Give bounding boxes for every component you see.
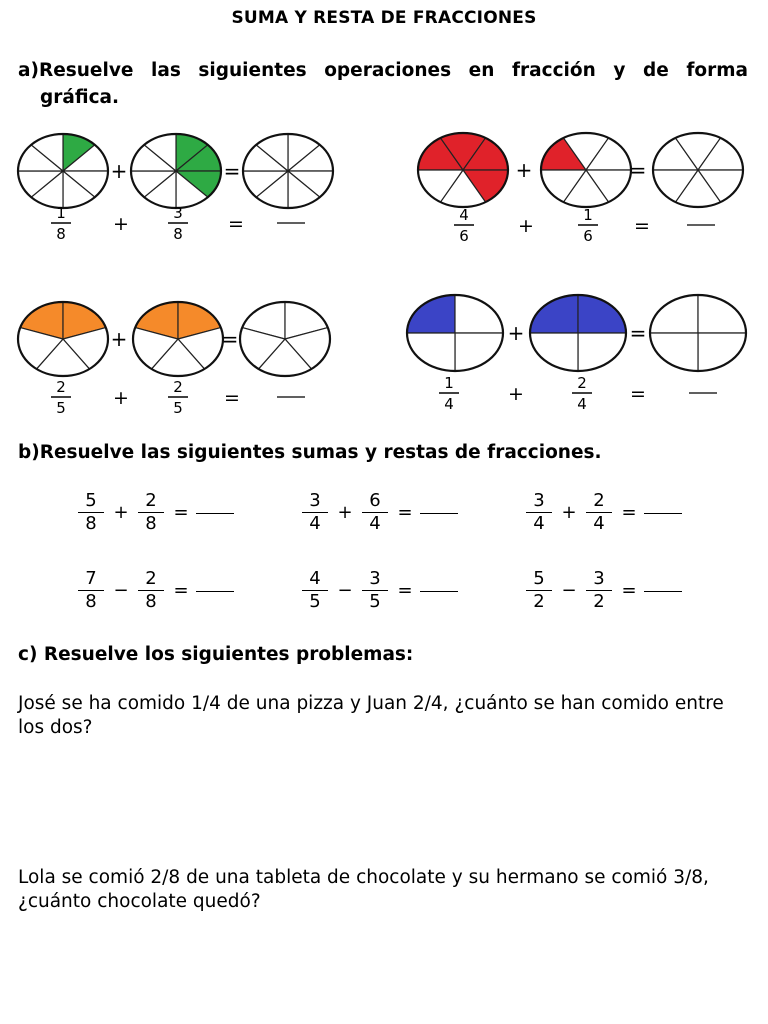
- problem-2-text: Lola se comió 2/8 de una tableta de chocolate y su hermano se comió 3/8, ¿cuánto chocolate quedó?: [18, 867, 709, 912]
- pie-first: [407, 295, 503, 371]
- answer-blank: [644, 513, 682, 514]
- section-b-label: b): [18, 442, 40, 463]
- section-a-heading: [18, 57, 748, 111]
- fraction-first-numerator: 1: [56, 204, 66, 222]
- plus-sign: +: [561, 502, 577, 523]
- equals-sign: =: [629, 321, 647, 345]
- operation-item: [72, 568, 234, 613]
- section-c-text: Resuelve los siguientes problemas:: [43, 644, 414, 665]
- fraction-second-numerator: 2: [173, 378, 183, 396]
- section-a-text: Resuelve las siguientes operaciones en fracción y de forma: [38, 60, 748, 81]
- plus-sign: +: [113, 502, 129, 523]
- operation-item: [520, 568, 682, 613]
- denominator: 5: [369, 591, 381, 612]
- operation-item: [520, 490, 682, 535]
- problem-1-text: José se ha comido 1/4 de una pizza y Juan 2/4, ¿cuánto se han comido entre los dos?: [18, 693, 724, 738]
- fraction-second-denominator: 5: [173, 399, 183, 417]
- numerator: 3: [309, 490, 321, 511]
- fraction-first: [296, 568, 334, 613]
- equals-sign: =: [397, 580, 413, 601]
- fraction-first: [520, 490, 558, 535]
- graphic-exercise-sixths: [418, 130, 748, 245]
- equals-sign: =: [224, 387, 240, 409]
- pie-result: [650, 295, 746, 371]
- fraction-second-denominator: 6: [583, 227, 593, 245]
- denominator: 4: [593, 513, 605, 534]
- answer-blank: [420, 513, 458, 514]
- plus-sign: +: [113, 213, 129, 235]
- plus-sign: +: [110, 159, 128, 183]
- numerator: 5: [85, 490, 97, 511]
- fraction-second-denominator: 4: [577, 395, 587, 413]
- section-b-text: Resuelve las siguientes sumas y restas de fracciones.: [39, 442, 602, 463]
- equals-sign: =: [629, 158, 647, 182]
- fraction-second-denominator: 8: [173, 225, 183, 243]
- numerator: 7: [85, 568, 97, 589]
- numerator: 3: [369, 568, 381, 589]
- pie-result: [240, 302, 330, 376]
- plus-sign: +: [508, 383, 524, 405]
- fraction-first-denominator: 8: [56, 225, 66, 243]
- fraction-first: [520, 568, 558, 613]
- fraction-first: [72, 568, 110, 613]
- fraction-first: [296, 490, 334, 535]
- denominator: 8: [85, 513, 97, 534]
- equals-sign: =: [630, 383, 646, 405]
- fraction-first-denominator: 4: [444, 395, 454, 413]
- fraction-first-denominator: 5: [56, 399, 66, 417]
- fraction-first-numerator: 1: [444, 374, 454, 392]
- numerator: 3: [593, 568, 605, 589]
- pie-first: [18, 302, 108, 376]
- graphic-exercise-eighths: [18, 134, 338, 244]
- numerator: 2: [593, 490, 605, 511]
- operation-item: [72, 490, 234, 535]
- section-c-label: c): [18, 644, 38, 665]
- equals-sign: =: [621, 580, 637, 601]
- equals-sign: =: [228, 213, 244, 235]
- pie-result: [243, 134, 333, 208]
- plus-sign: +: [518, 215, 534, 237]
- numerator: 6: [369, 490, 381, 511]
- equals-sign: =: [621, 502, 637, 523]
- equals-sign: =: [173, 580, 189, 601]
- fraction-second-numerator: 2: [577, 374, 587, 392]
- denominator: 8: [85, 591, 97, 612]
- fraction-second-numerator: 3: [173, 204, 183, 222]
- denominator: 4: [369, 513, 381, 534]
- minus-sign: −: [337, 580, 353, 601]
- equals-sign: =: [634, 215, 650, 237]
- numerator: 4: [309, 568, 321, 589]
- minus-sign: −: [113, 580, 129, 601]
- fraction-first: [72, 490, 110, 535]
- pie-second: [133, 302, 223, 376]
- section-a-line1: [18, 57, 748, 84]
- denominator: 5: [309, 591, 321, 612]
- pie-first: [18, 134, 108, 208]
- plus-sign: +: [507, 321, 525, 345]
- equals-sign: =: [397, 502, 413, 523]
- pie-second: [530, 295, 626, 371]
- equals-sign: =: [173, 502, 189, 523]
- answer-blank: [196, 591, 234, 592]
- denominator: 4: [309, 513, 321, 534]
- fraction-second: [356, 568, 394, 613]
- answer-blank: [420, 591, 458, 592]
- section-a-label: a): [18, 60, 39, 81]
- graphic-exercise-fourths: [406, 292, 746, 417]
- answer-blank: [644, 591, 682, 592]
- fraction-second: [580, 490, 618, 535]
- minus-sign: −: [561, 580, 577, 601]
- graphic-exercise-fifths: [18, 302, 338, 417]
- denominator: 8: [145, 591, 157, 612]
- equals-sign: =: [221, 327, 239, 351]
- pie-first: [418, 133, 508, 207]
- plus-sign: +: [110, 327, 128, 351]
- denominator: 4: [533, 513, 545, 534]
- numerator: 5: [533, 568, 545, 589]
- fraction-first-denominator: 6: [459, 227, 469, 245]
- fraction-first-numerator: 2: [56, 378, 66, 396]
- numerator: 3: [533, 490, 545, 511]
- denominator: 2: [533, 591, 545, 612]
- fraction-second: [356, 490, 394, 535]
- pie-second: [131, 134, 221, 208]
- section-c-heading: [18, 644, 413, 665]
- page-title: SUMA Y RESTA DE FRACCIONES: [231, 8, 537, 28]
- numerator: 2: [145, 490, 157, 511]
- fraction-second: [132, 490, 170, 535]
- numerator: 2: [145, 568, 157, 589]
- equals-sign: =: [223, 159, 241, 183]
- fraction-second: [132, 568, 170, 613]
- plus-sign: +: [113, 387, 129, 409]
- pie-result: [653, 133, 743, 207]
- plus-sign: +: [337, 502, 353, 523]
- fraction-second: [580, 568, 618, 613]
- fraction-first-numerator: 4: [459, 206, 469, 224]
- denominator: 8: [145, 513, 157, 534]
- operation-item: [296, 490, 458, 535]
- denominator: 2: [593, 591, 605, 612]
- answer-blank: [196, 513, 234, 514]
- section-a-text-line2: gráfica.: [40, 87, 120, 108]
- plus-sign: +: [515, 158, 533, 182]
- pie-second: [541, 133, 631, 207]
- section-b-heading: [18, 442, 602, 463]
- operation-item: [296, 568, 458, 613]
- fraction-second-numerator: 1: [583, 206, 593, 224]
